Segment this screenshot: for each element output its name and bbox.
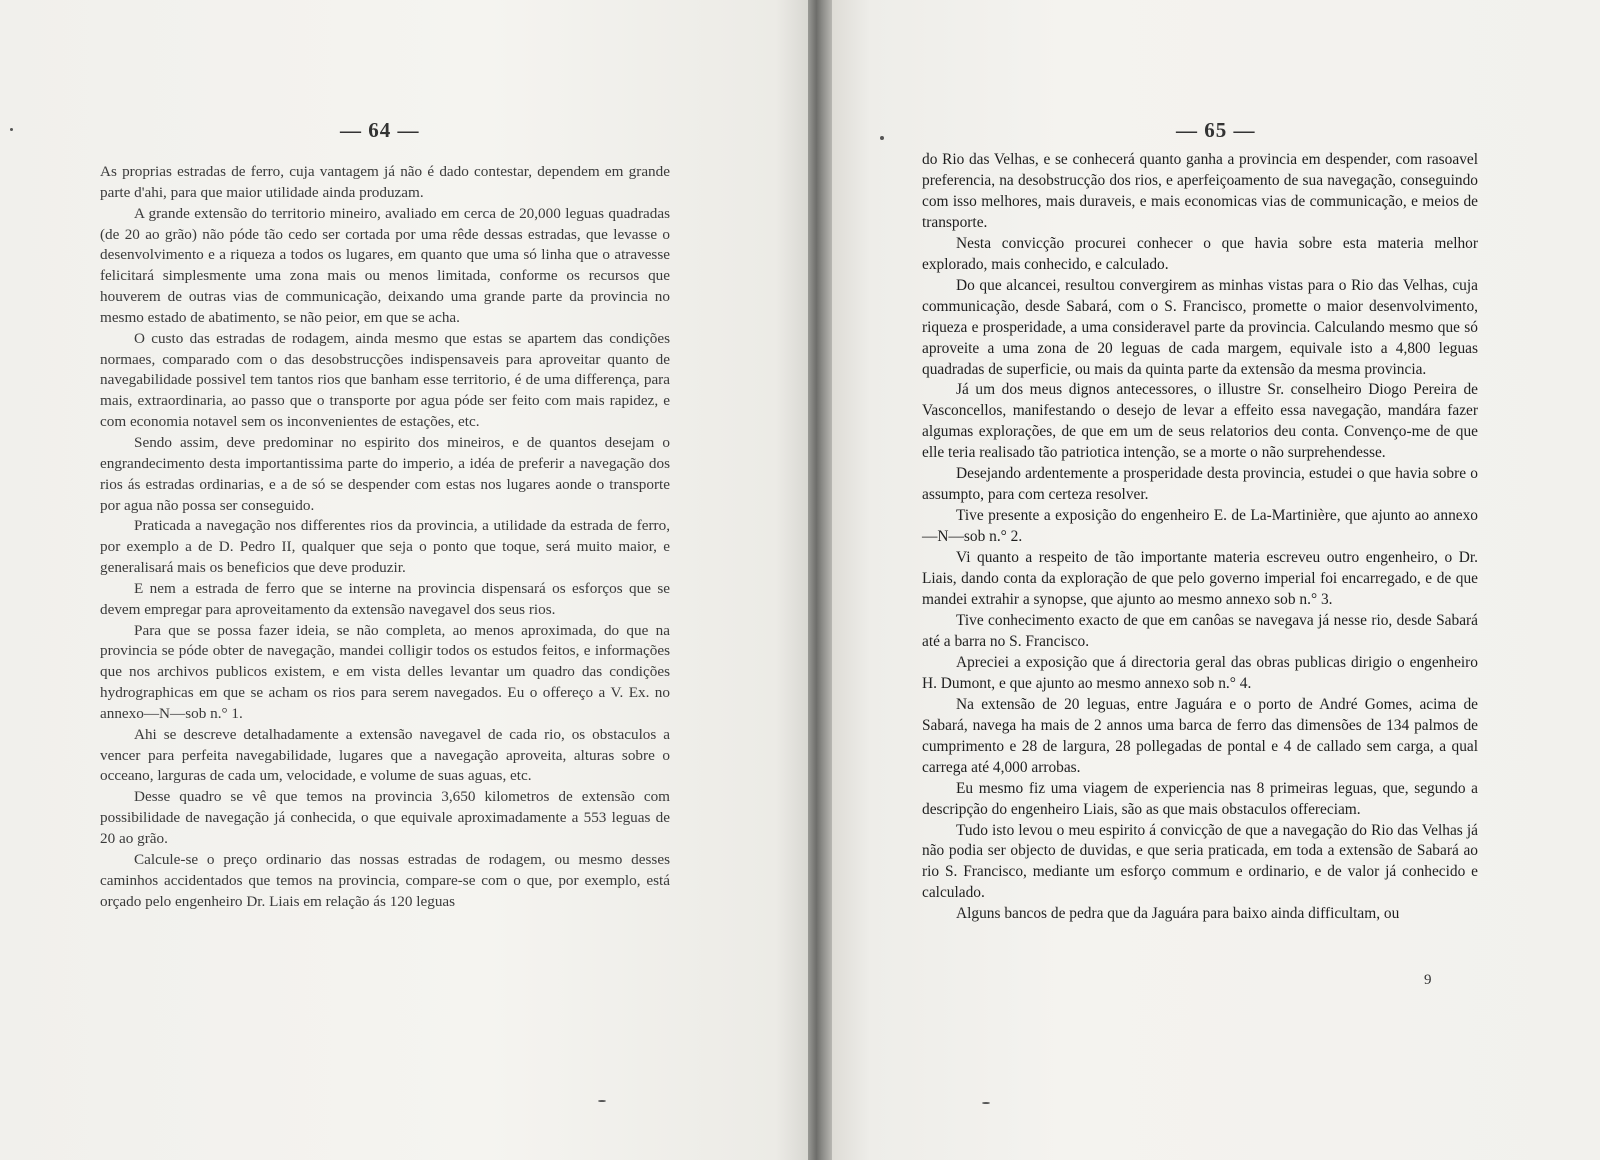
paragraph: Alguns bancos de pedra que da Jaguára para baixo ainda difficultam, ou (956, 905, 1400, 923)
paragraph: A grande extensão do territorio mineiro, avaliado em cerca de 20,000 leguas quadradas (de 20 ao grão) não póde tão cedo ser cortada por uma rêde dessas estradas, que levasse o desenvolvimento e a riqueza a todos os lugares, em quanto que uma só linha que o atravesse felicitará simplesmente uma zona mais ou menos limitada, conforme os recursos que houverem de outras vias de communicação, deixando uma grande parte da provincia no mesmo estado de abatimento, se não peior, em que se acha. (100, 204, 670, 326)
paper-speck (10, 128, 13, 131)
paragraph: Ahi se descreve detalhadamente a extensão navegavel de cada rio, os obstaculos a vencer para perfeita navegabilidade, lugares que a navegação aproveita, alturas sobre o occeano, larguras de cada um, velocidade, e volume de suas aguas, etc. (100, 725, 670, 785)
paragraph: Sendo assim, deve predominar no espirito dos mineiros, e de quantos desejam o engrandecimento desta importantissima parte do imperio, a idéa de preferir a navegação dos rios ás estradas ordinarias, e a de só se despender com estas nos lugares aonde o transporte por agua não possa ser conseguido. (100, 433, 670, 514)
paragraph: Calcule-se o preço ordinario das nossas estradas de rodagem, ou mesmo desses caminhos accidentados que temos na provincia, compare-se com o que, por exemplo, está orçado pelo engenheiro Dr. Liais em relação ás 120 leguas (100, 850, 670, 910)
paper-speck (982, 1102, 990, 1104)
paragraph: Praticada a navegação nos differentes rios da provincia, a utilidade da estrada de ferro, por exemplo a de D. Pedro II, qualquer que seja o ponto que toque, será muito maior, e generalisará mais os beneficios que deve produzir. (100, 517, 670, 577)
paragraph: Do que alcancei, resultou convergirem as minhas vistas para o Rio das Velhas, cuja communicação, desde Sabará, com o S. Francisco, promette o maior desenvolvimento, riqueza e prosperidade, a uma consideravel parte da provincia. Calculando mesmo que só aproveite a uma zona de 20 leguas de cada margem, equivale isto a 4,800 leguas quadradas de superficie, ou mais da quinta parte da extensão da mesma provincia. (922, 276, 1478, 378)
paragraph: Tive presente a exposição do engenheiro E. de La-Martinière, que ajunto ao annexo—N—sob n.° 2. (922, 507, 1478, 546)
paragraph: E nem a estrada de ferro que se interne na provincia dispensará os esforços que se devem empregar para aproveitamento da extensão navegavel dos seus rios. (100, 579, 670, 618)
right-page (832, 0, 1600, 1160)
paragraph: do Rio das Velhas, e se conhecerá quanto ganha a provincia em despender, com rasoavel preferencia, na desobstrucção dos rios, e aperfeiçoamento de sua navegação, conseguindo com isso melhores, mais duraveis, e mais economicas vias de communicação, e meios de transporte. (922, 151, 1478, 231)
right-page-body (922, 150, 1478, 925)
paragraph: Na extensão de 20 leguas, entre Jaguára e o porto de André Gomes, acima de Sabará, navega ha mais de 2 annos uma barca de ferro das dimensões de 134 palmos de cumprimento e 28 de largura, 28 pollegadas de pontal e 4 de callado sem carga, a qual carrega até 4,000 arrobas. (922, 695, 1478, 776)
signature-mark: 9 (1424, 972, 1432, 988)
paragraph: As proprias estradas de ferro, cuja vantagem já não é dado contestar, dependem em grande parte d'ahi, para que maior utilidade ainda produzam. (100, 163, 670, 201)
paragraph: Apreciei a exposição que á directoria geral das obras publicas dirigio o engenheiro H. Dumont, e que ajunto ao mesmo annexo sob n.° 4. (922, 653, 1478, 692)
paragraph: Para que se possa fazer ideia, se não completa, ao menos aproximada, do que na provincia se póde obter de navegação, mandei colligir todos os estudos feitos, e informações que nos archivos publicos existem, e em vista delles levantar um quadro das condições hydrographicas em que se acham os rios para serem navegados. Eu o offereço a V. Ex. no annexo—N—sob n.° 1. (100, 621, 670, 722)
paragraph: Já um dos meus dignos antecessores, o illustre Sr. conselheiro Diogo Pereira de Vasconcellos, manifestando o desejo de levar a effeito essa navegação, mandára fazer algumas explorações, de que em um de seus relatorios deu conta. Convenço-me de que elle teria realisado tão patriotica intenção, se a morte o não surprehendesse. (922, 381, 1478, 462)
paragraph: Eu mesmo fiz uma viagem de experiencia nas 8 primeiras leguas, que, segundo a descripção do engenheiro Liais, são as que mais obstaculos offereciam. (922, 779, 1478, 818)
page-number-65: — 65 — (1176, 118, 1256, 142)
paragraph: Vi quanto a respeito de tão importante materia escreveu outro engenheiro, o Dr. Liais, dando conta da exploração de que pelo governo imperial foi encarregado, e de que mandei extrahir a synopse, que ajunto ao mesmo annexo sob n.° 3. (922, 549, 1478, 609)
paper-speck (598, 1100, 606, 1102)
paragraph: Tive conhecimento exacto de que em canôas se navegava já nesse rio, desde Sabará até a barra no S. Francisco. (922, 611, 1478, 650)
paper-speck (880, 136, 884, 140)
page-number-64: — 64 — (340, 118, 420, 142)
book-gutter (808, 0, 832, 1160)
paragraph: Tudo isto levou o meu espirito á convicção de que a navegação do Rio das Velhas já não podia ser objecto de duvidas, e que seria praticada, em toda a extensão de Sabará ao rio S. Francisco, mediante um esforço commum e ordinario, e de valor já conhecido e calculado. (922, 821, 1478, 902)
paragraph: O custo das estradas de rodagem, ainda mesmo que estas se apartem das condições normaes, comparado com o das desobstrucções indispensaveis para aproveitar quanto de navegabilidade possivel tem tantos rios que banham esse territorio, é de uma differença, para mais, extraordinaria, ao passo que o transporte por agua póde ser feito com mais rapidez, e com economia notavel sem os inconvenientes de estações, etc. (100, 329, 670, 431)
paragraph: Nesta convicção procurei conhecer o que havia sobre esta materia melhor explorado, mais conhecido, e calculado. (922, 234, 1478, 273)
left-page-body (100, 162, 670, 912)
paragraph: Desse quadro se vê que temos na provincia 3,650 kilometros de extensão com possibilidade de navegação já conhecida, o que equivale aproximadamente a 553 leguas de 20 ao grão. (100, 788, 670, 847)
paragraph: Desejando ardentemente a prosperidade desta provincia, estudei o que havia sobre o assumpto, para com certeza resolver. (922, 465, 1478, 504)
